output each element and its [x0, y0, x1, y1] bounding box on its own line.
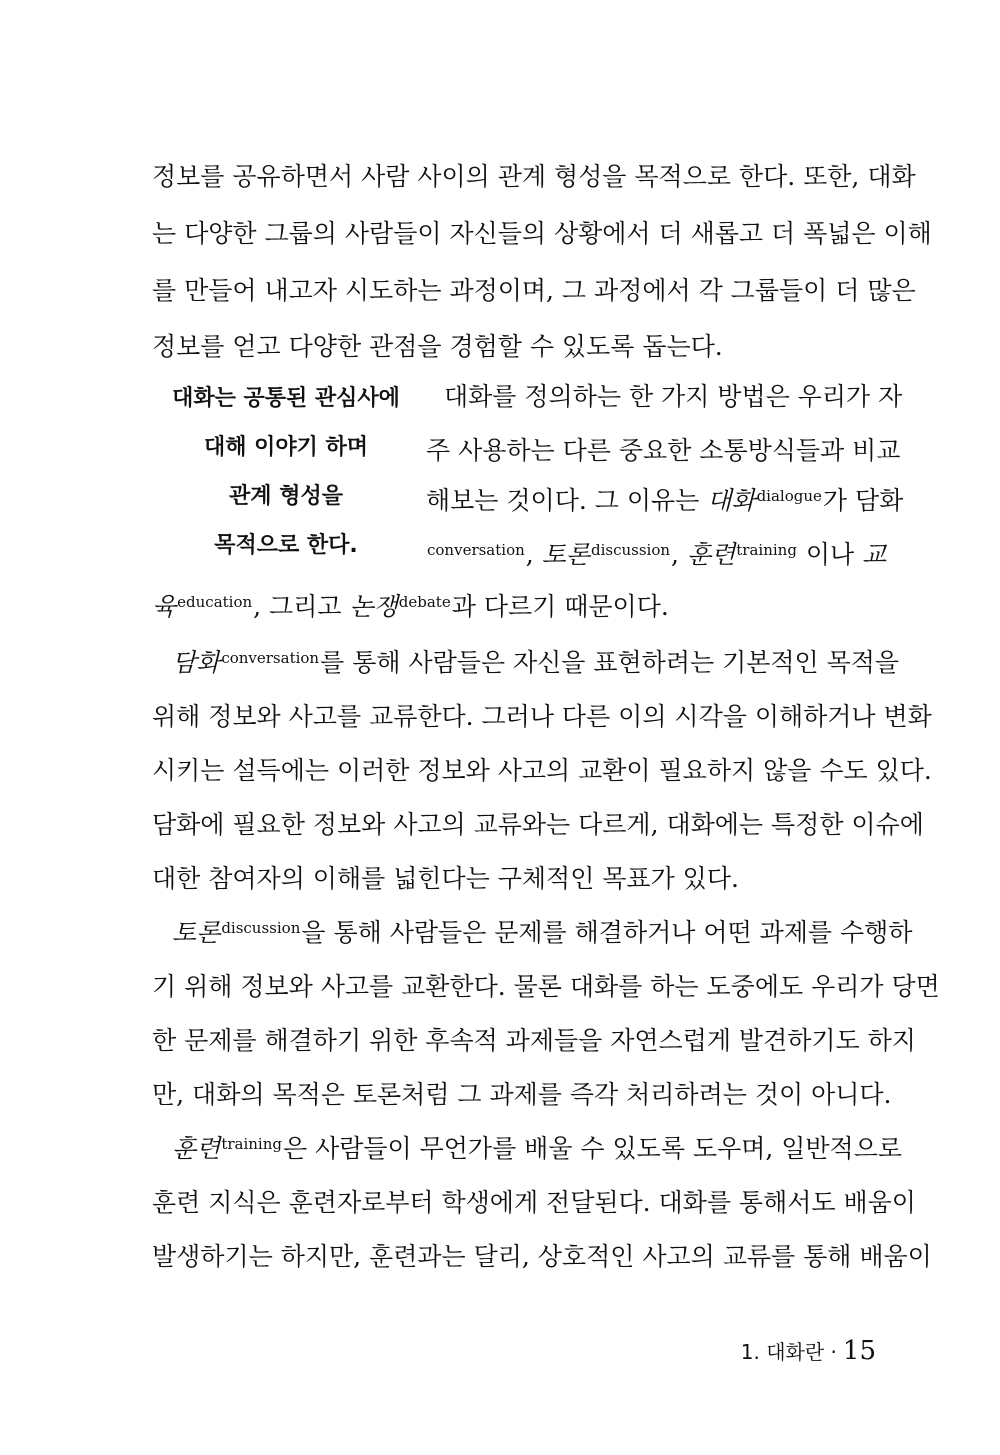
term-conversation-en: conversation	[221, 649, 320, 667]
body-line: 만, 대화의 목적은 토론처럼 그 과제를 즉각 처리하려는 것이 아니다.	[152, 1080, 892, 1109]
text: 가 담화	[822, 486, 904, 515]
term-training: 훈련	[686, 540, 736, 569]
body-line: 담화에 필요한 정보와 사고의 교류와는 다르게, 대화에는 특정한 이슈에	[152, 810, 924, 839]
body-line: 정보를 얻고 다양한 관점을 경험할 수 있도록 돕는다.	[152, 332, 723, 361]
pull-quote-line: 관계 형성을	[229, 484, 343, 509]
term-debate: 논쟁	[349, 592, 398, 621]
text: 이나	[805, 540, 855, 569]
text: 해보는 것이다. 그 이유는	[426, 486, 708, 515]
pull-quote	[150, 374, 422, 570]
term-debate-en: debate	[398, 593, 451, 611]
body-line: 를 만들어 내고자 시도하는 과정이며, 그 과정에서 각 그룹들이 더 많은	[152, 276, 916, 305]
page-number: 15	[842, 1336, 876, 1366]
body-line: 대한 참여자의 이해를 넓힌다는 구체적인 목표가 있다.	[152, 864, 739, 893]
term-discussion: 토론	[172, 918, 221, 947]
body-line: 정보를 공유하면서 사람 사이의 관계 형성을 목적으로 한다. 또한, 대화	[152, 162, 916, 191]
text: 은 사람들이 무언가를 배울 수 있도록 도우며, 일반적으로	[282, 1134, 903, 1163]
body-line	[152, 1132, 903, 1172]
body-line: 훈련 지식은 훈련자로부터 학생에게 전달된다. 대화를 통해서도 배움이	[152, 1188, 916, 1217]
body-line: 시키는 설득에는 이러한 정보와 사고의 교환이 필요하지 않을 수도 있다.	[152, 756, 932, 785]
term-training: 훈련	[172, 1134, 221, 1163]
pull-quote-line: 대해 이야기 하며	[203, 435, 369, 460]
text: 을 통해 사람들은 문제를 해결하거나 어떤 과제를 수행하	[301, 918, 913, 947]
term-dialogue-en: dialogue	[756, 487, 822, 505]
text: , 그리고	[253, 592, 342, 621]
body-line	[152, 916, 913, 956]
term-discussion-en: discussion	[221, 919, 301, 937]
body-line	[152, 646, 900, 686]
text: 과 다르기 때문이다.	[451, 592, 669, 621]
body-line: 한 문제를 해결하기 위한 후속적 과제들을 자연스럽게 발견하기도 하지	[152, 1026, 916, 1055]
term-conversation-en: conversation	[427, 541, 525, 559]
term-training-en: training	[736, 541, 797, 559]
text: ,	[671, 540, 679, 569]
term-training-en: training	[221, 1135, 282, 1153]
page-footer	[741, 1336, 876, 1366]
term-conversation: 담화	[172, 648, 221, 677]
text: ,	[525, 540, 534, 569]
text: 를 통해 사람들은 자신을 표현하려는 기본적인 목적을	[320, 648, 900, 677]
pull-quote-line: 목적으로 한다.	[214, 533, 358, 558]
term-education-en: education	[177, 593, 253, 611]
term-dialogue: 대화	[707, 486, 756, 515]
body-line: 는 다양한 그룹의 사람들이 자신들의 상황에서 더 새롭고 더 폭넓은 이해	[152, 219, 932, 248]
body-line: 위해 정보와 사고를 교류한다. 그러나 다른 이의 시각을 이해하거나 변화	[152, 702, 932, 731]
term-discussion: 토론	[541, 540, 590, 569]
term-discussion-en: discussion	[591, 541, 671, 559]
body-line	[426, 538, 887, 578]
term-education-part1: 교	[862, 540, 887, 569]
body-line: 기 위해 정보와 사고를 교환한다. 물론 대화를 하는 도중에도 우리가 당면	[152, 972, 940, 1001]
pull-quote-line: 대화는 공통된 관심사에	[172, 386, 400, 411]
body-line	[152, 590, 876, 630]
body-line: 대화를 정의하는 한 가지 방법은 우리가 자	[444, 382, 903, 411]
term-education-part2: 육	[152, 592, 177, 621]
body-line	[426, 484, 904, 524]
body-line: 발생하기는 하지만, 훈련과는 달리, 상호적인 사고의 교류를 통해 배움이	[152, 1242, 932, 1271]
chapter-label: 1. 대화란 ·	[740, 1340, 837, 1364]
body-line: 주 사용하는 다른 중요한 소통방식들과 비교	[426, 436, 901, 465]
